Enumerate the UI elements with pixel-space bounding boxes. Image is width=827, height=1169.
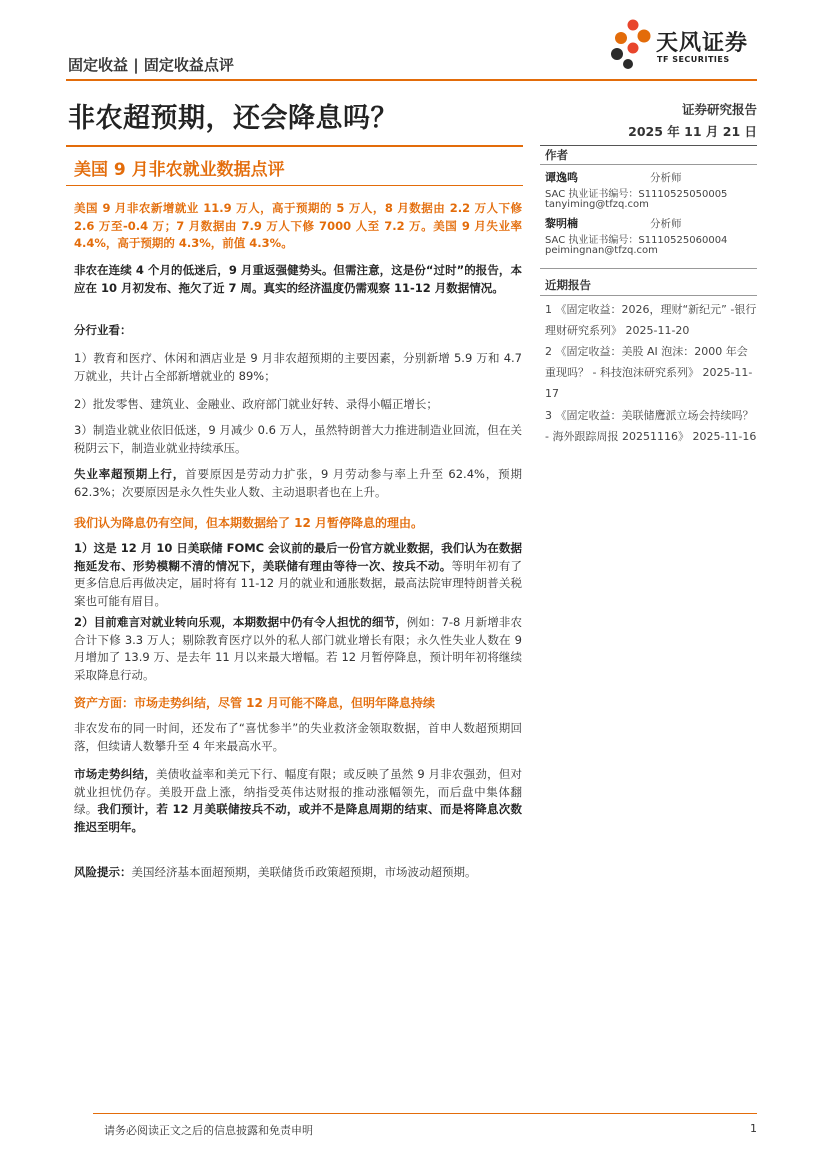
report-type: 证券研究报告 bbox=[681, 102, 757, 117]
section-heading-assets: 资产方面：市场走势纠结，尽管 12 月可能不降息，但明年降息持续 bbox=[74, 696, 436, 710]
recent-report-2[interactable]: 2 《固定收益：美股 AI 泡沫：2000 年会重现吗？ - 科技泡沫研究系列》 2025-11-17 bbox=[545, 345, 753, 400]
recent-divider bbox=[540, 295, 757, 296]
title-divider bbox=[66, 145, 523, 147]
authors-label: 作者 bbox=[545, 148, 568, 162]
author-cert-2: SAC 执业证书编号：S1110525060004 bbox=[545, 235, 728, 246]
author-email-2[interactable]: peimingnan@tfzq.com bbox=[545, 245, 658, 256]
footer-disclaimer: 请务必阅读正文之后的信息披露和免责申明 bbox=[104, 1124, 313, 1137]
subtitle-divider bbox=[66, 185, 523, 186]
recent-report-3[interactable]: 3 《固定收益：美联储鹰派立场会持续吗？ - 海外跟踪周报 20251116》 2025-11-16 bbox=[545, 409, 757, 443]
unemployment-lead: 失业率超预期上行， bbox=[74, 467, 186, 481]
section-heading-rate-cut: 我们认为降息仍有空间，但本期数据给了 12 月暂停降息的理由。 bbox=[74, 516, 424, 530]
author-email-1[interactable]: tanyiming@tfzq.com bbox=[545, 199, 649, 210]
report-title: 非农超预期，还会降息吗？ bbox=[68, 103, 398, 134]
market-lead: 市场走势纠结， bbox=[74, 767, 156, 781]
industry-item-3: 3）制造业就业依旧低迷，9 月减少 0.6 万人，虽然特朗普大力推进制造业回流，但在关税阴云下，制造业就业持续承压。 bbox=[74, 423, 522, 455]
rate-cut-point-1-lead: 1）这是 12 月 10 日美联储 FOMC 会议前的最后一份官方就业数据，我们认为在数据拖延发布、形势模糊不清的情况下，美联储有理由等待一次、按兵不动。 bbox=[74, 541, 522, 573]
author-name-2: 黎明楠 bbox=[545, 217, 578, 230]
rate-cut-point-1-text: 等明年初有了更多信息后再做决定，届时将有 11-12 月的就业和通胀数据，最高法院审理特朗普关税案也可能有眉目。 bbox=[74, 558, 523, 608]
risk-paragraph bbox=[74, 864, 522, 882]
rate-cut-point-2-lead: 2）目前难言对就业转向乐观，本期数据中仍有令人担忧的细节， bbox=[74, 615, 407, 629]
rate-cut-point-1 bbox=[74, 540, 522, 610]
market-conclusion: 我们预计，若 12 月美联储按兵不动，或并不是降息周期的结束、而是将降息次数推迟至明年。 bbox=[74, 802, 522, 834]
page-number: 1 bbox=[750, 1122, 757, 1135]
industry-item-1: 1）教育和医疗、休闲和酒店业是 9 月非农超预期的主要因素，分别新增 5.9 万和 4.7 万就业，共计占全部新增就业的 89%； bbox=[74, 351, 522, 383]
industry-label: 分行业看： bbox=[74, 323, 132, 337]
unemployment-text: 首要原因是劳动力扩张，9 月劳动参与率上升至 62.4%，预期 62.3%；次要原因是永久性失业人数、主动退职者也在上升。 bbox=[74, 467, 522, 499]
jobless-claims-paragraph: 非农发布的同一时间，还发布了“喜忧参半”的失业救济金领取数据，首申人数超预期回落，但续请人数攀升至 4 年来最高水平。 bbox=[74, 721, 522, 753]
market-paragraph bbox=[74, 766, 522, 836]
unemployment-paragraph bbox=[74, 466, 522, 501]
summary-paragraph: 美国 9 月非农新增就业 11.9 万人，高于预期的 5 万人，8 月数据由 2.2 万人下修 2.6 万至-0.4 万；7 月数据由 7.9 万人下修 7000 人至 7.2 万。美国 9 月失业率 4.4%，高于预期的 4.3%，前值 4.3%。 bbox=[74, 201, 522, 250]
logo-name-en: TF SECURITIES bbox=[657, 55, 730, 64]
author-role-1: 分析师 bbox=[650, 172, 682, 184]
report-category: 固定收益 | 固定收益点评 bbox=[68, 56, 234, 74]
recent-top-divider bbox=[540, 268, 757, 269]
recent-report-1[interactable]: 1 《固定收益：2026，理财“新纪元” -银行理财研究系列》 2025-11-20 bbox=[545, 303, 757, 337]
sidebar-divider bbox=[540, 145, 757, 146]
author-role-2: 分析师 bbox=[650, 218, 682, 230]
rate-cut-point-2 bbox=[74, 614, 522, 684]
recent-reports-label: 近期报告 bbox=[545, 278, 591, 292]
author-cert-1: SAC 执业证书编号：S1110525050005 bbox=[545, 189, 728, 200]
risk-text: 美国经济基本面超预期，美联储货币政策超预期，市场波动超预期。 bbox=[131, 865, 477, 879]
report-date: 2025 年 11 月 21 日 bbox=[628, 124, 757, 139]
industry-item-2: 2）批发零售、建筑业、金融业、政府部门就业好转、录得小幅正增长； bbox=[74, 397, 438, 411]
intro-paragraph: 非农在连续 4 个月的低迷后，9 月重返强健势头。但需注意，这是份“过时”的报告，本应在 10 月初发布、拖欠了近 7 周。真实的经济温度仍需观察 11-12 月数据情况。 bbox=[74, 263, 522, 295]
report-subtitle: 美国 9 月非农就业数据点评 bbox=[74, 160, 285, 180]
market-text: 美债收益率和美元下行、幅度有限；或反映了虽然 9 月非农强劲，但对就业担忧仍存。美股开盘上涨，纳指受英伟达财报的推动涨幅领先，而后盘中集体翻绿。 bbox=[74, 767, 523, 816]
risk-lead: 风险提示： bbox=[74, 865, 132, 879]
tf-logo-icon bbox=[611, 18, 655, 74]
rate-cut-point-2-text: 例如：7-8 月新增非农合计下修 3.3 万人；剔除教育医疗以外的私人部门就业增长有限；永久性失业人数在 9 月增加了 13.9 万、是去年 11 月以来最大增幅。若 12 月暂停降息，预计明年初将继续采取降息行动。 bbox=[74, 615, 523, 682]
footer-divider bbox=[93, 1113, 757, 1114]
author-name-1: 谭逸鸣 bbox=[545, 171, 578, 184]
top-divider bbox=[66, 79, 757, 81]
authors-divider bbox=[540, 164, 757, 165]
logo-name-cn: 天风证券 bbox=[656, 31, 749, 56]
